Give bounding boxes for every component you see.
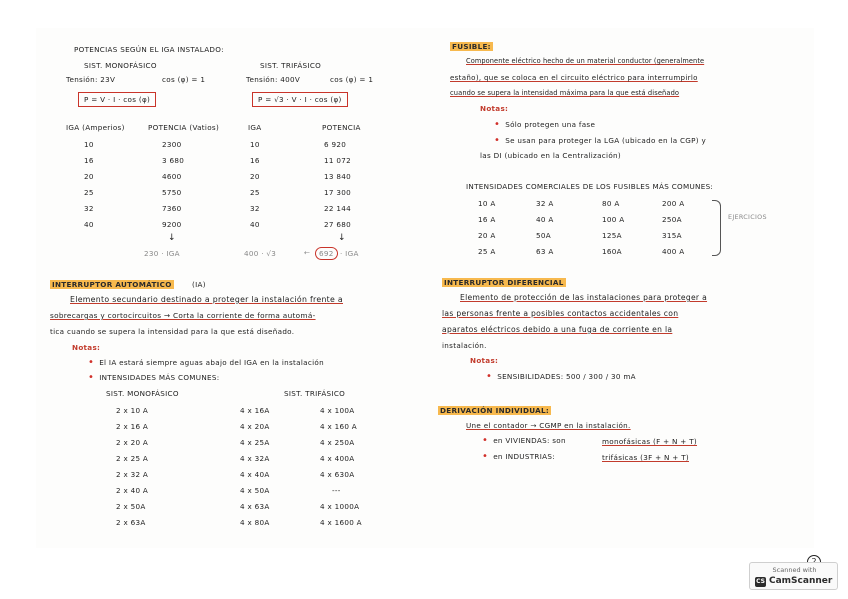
foot-tri-b: 692 (315, 247, 338, 260)
fusible-cell: 50A (536, 231, 551, 240)
ia-cell: 4 x 63A (240, 502, 270, 511)
table-cell: 4600 (162, 172, 182, 181)
table-header-pot-tri: POTENCIA (322, 123, 361, 132)
fusible-cell: 100 A (602, 215, 625, 224)
fusible-title: FUSIBLE: (452, 42, 491, 51)
ia-note-2: • INTENSIDADES MÁS COMUNES: (88, 373, 219, 383)
table-cell: 25 (250, 188, 260, 197)
tri-label: SIST. TRIFÁSICO (260, 61, 322, 70)
table-cell: 20 (250, 172, 260, 181)
deriv-item-2b: trifásicas (3F + N + T) (602, 453, 689, 462)
ia-cell: 4 x 630A (320, 470, 355, 479)
fusible-cell: 16 A (478, 215, 496, 224)
dif-notas: Notas: (470, 356, 499, 365)
tri-cos: cos (φ) = 1 (330, 75, 374, 84)
table-cell: 6 920 (324, 140, 347, 149)
fusible-cell: 250A (662, 215, 682, 224)
ia-tri-label: SIST. TRIFÁSICO (284, 389, 346, 398)
ia-cell: 2 x 50A (116, 502, 146, 511)
table-cell: 40 (250, 220, 260, 229)
table-cell: 25 (84, 188, 94, 197)
table-cell: 2300 (162, 140, 182, 149)
table-cell: 10 (84, 140, 94, 149)
ia-cell: 2 x 40 A (116, 486, 149, 495)
notes-page (36, 28, 814, 548)
table-cell: 22 144 (324, 204, 351, 213)
ia-cell: 2 x 20 A (116, 438, 149, 447)
deriv-title: DERIVACIÓN INDIVIDUAL: (440, 406, 550, 415)
fusible-cell: 32 A (536, 199, 554, 208)
table-cell: 40 (84, 220, 94, 229)
dif-line-4: instalación. (442, 341, 487, 350)
fusible-line-3: cuando se supera la intensidad máxima para la que está diseñado (450, 89, 680, 97)
table-cell: 16 (250, 156, 260, 165)
table-cell: 27 680 (324, 220, 351, 229)
ia-cell: 4 x 80A (240, 518, 270, 527)
ia-abbr: (IA) (192, 280, 206, 289)
table-cell: 32 (84, 204, 94, 213)
ia-cell: 4 x 160 A (320, 422, 358, 431)
ia-cell: --- (332, 486, 341, 495)
ia-cell: 2 x 25 A (116, 454, 149, 463)
ia-line-2: sobrecargas y cortocircuitos → Corta la corriente de forma automá- (50, 311, 316, 320)
fusible-cell: 10 A (478, 199, 496, 208)
ia-cell: 4 x 1000A (320, 502, 360, 511)
table-cell: 7360 (162, 204, 182, 213)
foot-tri-a: 400 · √3 (244, 249, 277, 258)
fusible-cell: 315A (662, 231, 682, 240)
table-cell: 9200 (162, 220, 182, 229)
ia-cell: 4 x 16A (240, 406, 270, 415)
fusible-cell: 25 A (478, 247, 496, 256)
arrow-down: ↓ (168, 233, 176, 243)
ia-cell: 4 x 40A (240, 470, 270, 479)
deriv-line-1: Une el contador → CGMP en la instalación. (466, 421, 631, 430)
table-cell: 3 680 (162, 156, 185, 165)
fusible-note-2a: • Se usan para proteger la LGA (ubicado en la CGP) y (494, 136, 706, 146)
mono-tension: Tensión: 23V (66, 75, 116, 84)
fusible-cell: 80 A (602, 199, 620, 208)
table-cell: 11 072 (324, 156, 351, 165)
table-cell: 13 840 (324, 172, 351, 181)
table-cell: 16 (84, 156, 94, 165)
watermark-brand: CamScanner (769, 576, 833, 586)
fusible-cell: 160A (602, 247, 622, 256)
ia-mono-label: SIST. MONOFÁSICO (106, 389, 179, 398)
ia-cell: 4 x 25A (240, 438, 270, 447)
fusible-cell: 63 A (536, 247, 554, 256)
deriv-item-1a: • en VIVIENDAS: son (482, 436, 566, 446)
deriv-item-2a: • en INDUSTRIAS: (482, 452, 555, 462)
fusible-notas: Notas: (480, 104, 509, 113)
mono-label: SIST. MONOFÁSICO (84, 61, 157, 70)
fusible-note-1: • Sólo protegen una fase (494, 120, 595, 130)
fusible-cell: 200 A (662, 199, 685, 208)
ia-cell: 4 x 1600 A (320, 518, 362, 527)
ia-title: INTERRUPTOR AUTOMÁTICO (52, 280, 172, 289)
brace (712, 200, 721, 256)
deriv-item-1b: monofásicas (F + N + T) (602, 437, 698, 446)
ia-line-3: tica cuando se supera la intensidad para la que está diseñado. (50, 327, 295, 336)
camscanner-logo-icon: CS (756, 578, 765, 585)
table-cell: 10 (250, 140, 260, 149)
fusible-cell: 40 A (536, 215, 554, 224)
dif-title: INTERRUPTOR DIFERENCIAL (444, 278, 564, 287)
mono-cos: cos (φ) = 1 (162, 75, 206, 84)
mono-formula: P = V · I · cos (φ) (78, 92, 156, 107)
table-header-iga-mono: IGA (Amperios) (66, 123, 125, 132)
dif-note-1: • SENSIBILIDADES: 500 / 300 / 30 mA (486, 372, 636, 382)
fusible-side-label: EJERCICIOS (728, 213, 767, 221)
ia-cell: 2 x 10 A (116, 406, 149, 415)
ia-cell: 2 x 63A (116, 518, 146, 527)
ia-cell: 4 x 20A (240, 422, 270, 431)
table-header-pot-mono: POTENCIA (Vatios) (148, 123, 220, 132)
ia-cell: 4 x 400A (320, 454, 355, 463)
ia-notas: Notas: (72, 343, 101, 352)
ia-cell: 4 x 50A (240, 486, 270, 495)
table-cell: 17 300 (324, 188, 351, 197)
table-cell: 20 (84, 172, 94, 181)
table-cell: 32 (250, 204, 260, 213)
potencias-title: POTENCIAS SEGÚN EL IGA INSTALADO: (74, 45, 224, 54)
table-cell: 5750 (162, 188, 182, 197)
fusible-line-2: estaño), que se coloca en el circuito eléctrico para interrumpirlo (450, 73, 698, 82)
ia-cell: 2 x 32 A (116, 470, 149, 479)
dif-line-3: aparatos eléctricos debido a una fuga de corriente en la (442, 325, 673, 334)
ia-line-1: Elemento secundario destinado a proteger la instalación frente a (70, 295, 343, 304)
fusible-int-title: INTENSIDADES COMERCIALES DE LOS FUSIBLES MÁS COMUNES: (466, 182, 714, 191)
dif-line-2: las personas frente a posibles contactos accidentales con (442, 309, 679, 318)
watermark-top-text: Scanned with (772, 566, 817, 574)
fusible-cell: 125A (602, 231, 622, 240)
foot-tri-arrow: ← (304, 248, 311, 257)
ia-note-1: • El IA estará siempre aguas abajo del IGA en la instalación (88, 358, 324, 368)
ia-cell: 4 x 250A (320, 438, 355, 447)
tri-formula: P = √3 · V · I · cos (φ) (252, 92, 348, 107)
foot-mono: 230 · IGA (144, 249, 180, 258)
fusible-note-2b: las DI (ubicado en la Centralización) (480, 151, 621, 160)
dif-line-1: Elemento de protección de las instalaciones para proteger a (460, 293, 708, 302)
arrow-down: ↓ (338, 233, 346, 243)
camscanner-watermark (749, 562, 838, 590)
table-header-iga-tri: IGA (248, 123, 262, 132)
fusible-line-1: Componente eléctrico hecho de un material conductor (generalmente (466, 57, 705, 65)
foot-tri-c: · IGA (340, 249, 359, 258)
fusible-cell: 20 A (478, 231, 496, 240)
ia-cell: 4 x 100A (320, 406, 355, 415)
ia-cell: 2 x 16 A (116, 422, 149, 431)
fusible-cell: 400 A (662, 247, 685, 256)
tri-tension: Tensión: 400V (246, 75, 301, 84)
ia-cell: 4 x 32A (240, 454, 270, 463)
